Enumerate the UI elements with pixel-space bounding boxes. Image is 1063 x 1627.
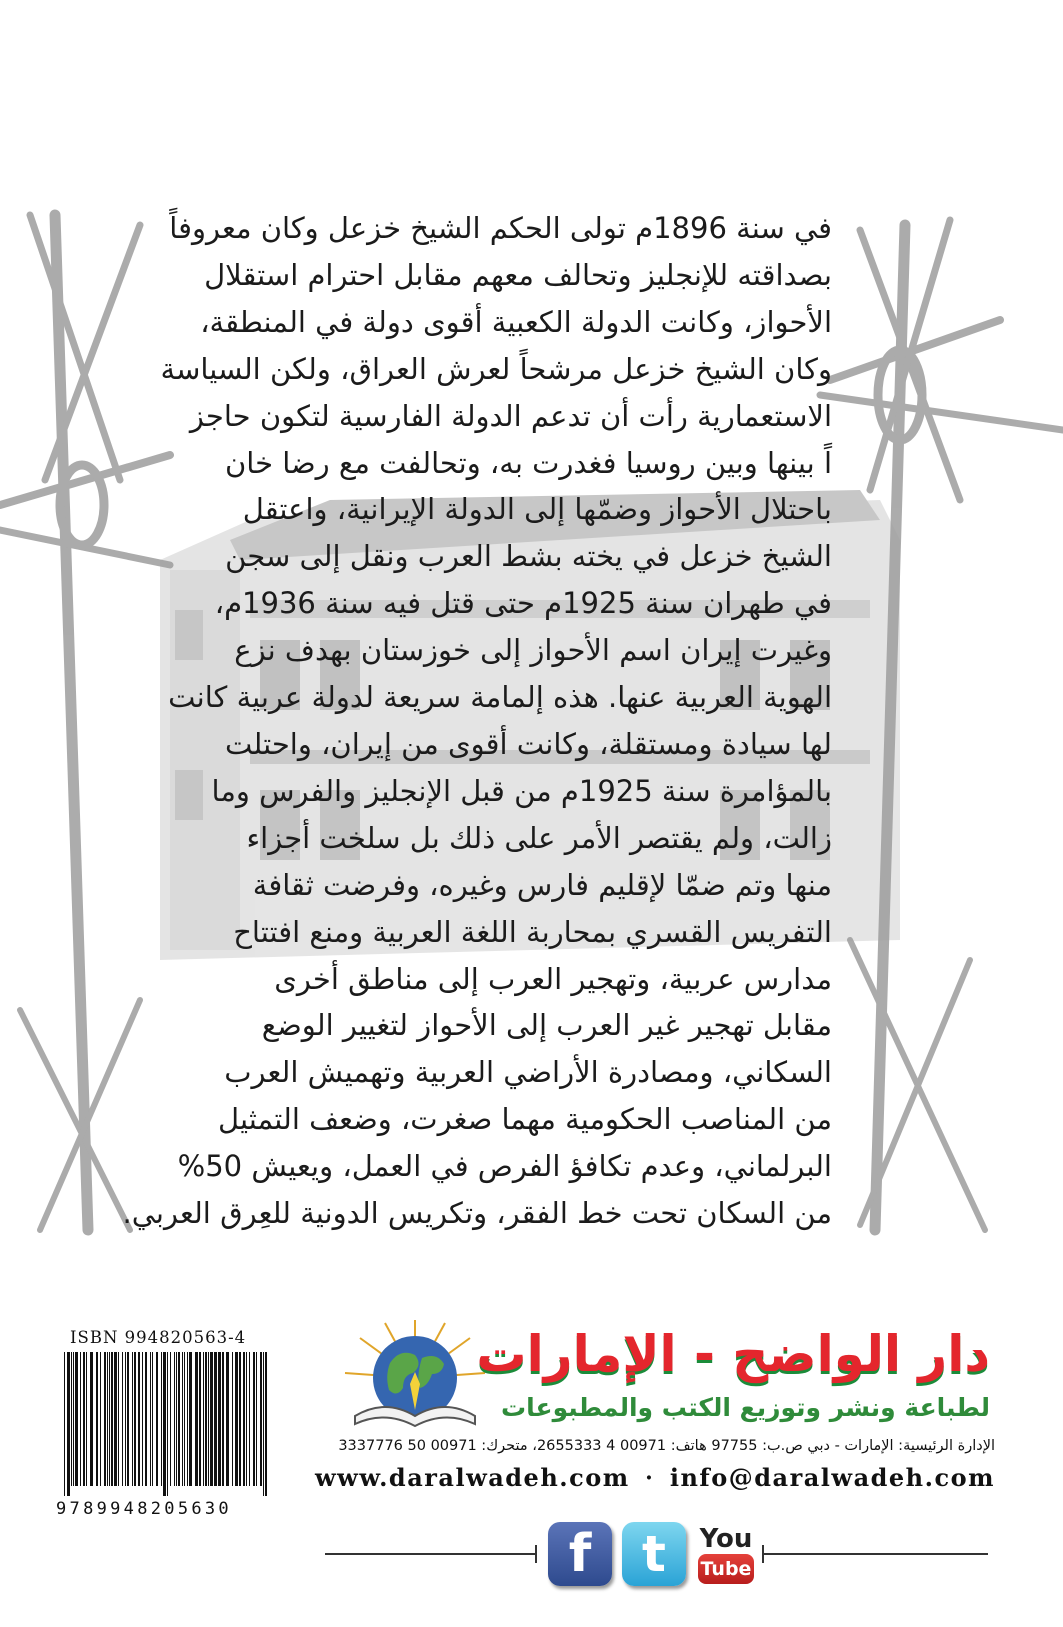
barcode-bar: [132, 1352, 133, 1486]
blurb-line: الاستعمارية رأت أن تدعم الدولة الفارسية لتكون حاجز: [189, 398, 832, 433]
barcode-bar: [249, 1352, 250, 1486]
barcode: [62, 1352, 270, 1496]
barcode-bar: [156, 1352, 158, 1486]
barcode-bar: [218, 1352, 221, 1486]
barcode-bar: [134, 1352, 136, 1486]
blurb-line: من المناصب الحكومية مهما صغرت، وضعف التمثيل: [218, 1102, 832, 1137]
youtube-you: You: [699, 1524, 753, 1554]
divider-left: [325, 1553, 535, 1555]
blurb-line: في طهران سنة 1925م حتى قتل فيه سنة 1936م،: [214, 586, 832, 621]
barcode-bar: [232, 1352, 233, 1486]
barcode-bar: [210, 1352, 213, 1486]
barcode-bar: [90, 1352, 93, 1486]
barcode-bar: [114, 1352, 117, 1486]
blurb-line: مقابل تهجير غير العرب إلى الأحواز لتغيير الوضع: [261, 1008, 832, 1043]
barcode-bar: [263, 1352, 264, 1496]
barcode-bar: [253, 1352, 255, 1486]
blurb-line: زالت، ولم يقتصر الأمر على ذلك بل سلخت أجزاء: [246, 820, 832, 855]
barcode-bar: [64, 1352, 65, 1496]
blurb-line: بالمؤامرة سنة 1925م من قبل الإنجليز والفرس وما: [211, 773, 832, 808]
barcode-bar: [203, 1352, 204, 1486]
barcode-bar: [73, 1352, 74, 1486]
barcode-bar: [195, 1352, 198, 1486]
blurb-line: الأحواز، وكانت الدولة الكعبية أقوى دولة في المنطقة،: [200, 304, 832, 339]
barcode-bar: [86, 1352, 87, 1486]
facebook-glyph: f: [568, 1524, 592, 1584]
blurb-line: مدارس عربية، وتهجير العرب إلى مناطق أخرى: [274, 961, 832, 996]
twitter-icon[interactable]: [622, 1522, 686, 1586]
contact-separator: ·: [645, 1464, 655, 1491]
barcode-bar: [208, 1352, 209, 1486]
barcode-bar: [161, 1352, 162, 1486]
barcode-bar: [150, 1352, 151, 1486]
barcode-bar: [122, 1352, 123, 1486]
barcode-bar: [67, 1352, 70, 1496]
barcode-bar: [96, 1352, 98, 1486]
barcode-bar: [199, 1352, 201, 1486]
barcode-bar: [170, 1352, 171, 1486]
barcode-bar: [260, 1352, 262, 1486]
publisher-name: دار الواضح - الإمارات: [476, 1325, 990, 1383]
barcode-bar: [176, 1352, 177, 1486]
barcode-bar: [174, 1352, 175, 1486]
barcode-bar: [83, 1352, 85, 1486]
blurb-line: منها وتم ضمّا لإقليم فارس وغيره، وفرضت ثقافة: [252, 867, 832, 902]
barcode-bar: [265, 1352, 267, 1496]
email-link[interactable]: info@daralwadeh.com: [669, 1463, 995, 1492]
barcode-bar: [80, 1352, 81, 1486]
barcode-bar: [145, 1352, 147, 1486]
blurb-line: بصداقته للإنجليز وتحالف معهم مقابل احترام استقلال: [204, 257, 832, 292]
twitter-glyph: t: [642, 1525, 666, 1583]
barcode-bar: [178, 1352, 180, 1486]
blurb-line: باحتلال الأحواز وضمّها إلى الدولة الإيرانية، واعتقل: [242, 492, 832, 527]
barcode-bar: [239, 1352, 241, 1486]
barcode-bar: [214, 1352, 217, 1486]
facebook-icon[interactable]: [548, 1522, 612, 1586]
barcode-bar: [235, 1352, 238, 1486]
publisher-address: الإدارة الرئيسية: الإمارات - دبي ص.ب: 97755 هاتف: 00971 4 2655333، متحرك: 00971 50 3337776: [338, 1438, 995, 1454]
barcode-bar: [187, 1352, 188, 1486]
blurb-line: من السكان تحت خط الفقر، وتكريس الدونية للعِرق العربي.: [122, 1196, 832, 1231]
blurb-line: وكان الشيخ خزعل مرشحاً لعرش العراق، ولكن السياسة: [160, 351, 832, 386]
blurb-line: لها سيادة ومستقلة، وكانت أقوى من إيران، واحتلت: [225, 726, 832, 761]
barcode-bar: [256, 1352, 257, 1486]
barcode-bar: [71, 1352, 72, 1486]
blurb-line: وغيرت إيران اسم الأحواز إلى خوزستان بهدف نزع: [234, 633, 832, 668]
barcode-bar: [100, 1352, 101, 1486]
barcode-bar: [104, 1352, 106, 1486]
barcode-bar: [226, 1352, 229, 1486]
barcode-bar: [118, 1352, 119, 1486]
youtube-icon[interactable]: [694, 1522, 756, 1586]
blurb-line: اً بينها وبين روسيا فغدرت به، وتحالفت مع رضا خان: [224, 445, 832, 480]
barbed-wire-left: [0, 215, 170, 1230]
barcode-bar: [152, 1352, 153, 1486]
barcode-bar: [246, 1352, 247, 1486]
blurb-line: في سنة 1896م تولى الحكم الشيخ خزعل وكان معروفاً: [169, 211, 832, 245]
blurb-line: التفريس القسري بمحاربة اللغة العربية ومنع افتتاح: [233, 914, 832, 949]
back-cover-blurb: [122, 205, 832, 1237]
barcode-bar: [243, 1352, 245, 1486]
barcode-bar: [184, 1352, 185, 1486]
barcode-bar: [182, 1352, 183, 1486]
barcode-bar: [189, 1352, 192, 1486]
youtube-tube: Tube: [698, 1554, 754, 1584]
barcode-digits: 9789948205630: [56, 1499, 232, 1519]
barcode-bar: [109, 1352, 110, 1486]
blurb-line: الهوية العربية عنها. هذه إلمامة سريعة لدولة عربية كانت: [168, 680, 832, 715]
isbn-label: ISBN 994820563-4: [70, 1328, 247, 1347]
divider-right: [763, 1553, 988, 1555]
barcode-bar: [127, 1352, 129, 1486]
barcode-bar: [163, 1352, 166, 1496]
barcode-bar: [111, 1352, 113, 1486]
publisher-tagline: لطباعة ونشر وتوزيع الكتب والمطبوعات: [500, 1393, 990, 1422]
barcode-bar: [205, 1352, 207, 1486]
barcode-bar: [75, 1352, 78, 1486]
publisher-globe-logo: [340, 1318, 490, 1440]
barcode-bar: [222, 1352, 224, 1486]
barcode-bar: [107, 1352, 108, 1486]
website-link[interactable]: www.daralwadeh.com: [315, 1463, 630, 1492]
blurb-line: السكاني، ومصادرة الأراضي العربية وتهميش العرب: [224, 1055, 832, 1090]
barcode-bar: [142, 1352, 143, 1486]
barcode-bar: [125, 1352, 126, 1486]
blurb-line: الشيخ خزعل في يخته بشط العرب ونقل إلى سجن: [225, 539, 832, 574]
barcode-bar: [167, 1352, 168, 1496]
divider-tick: [535, 1545, 537, 1563]
publisher-contact: [315, 1463, 995, 1492]
blurb-line: البرلماني، وعدم تكافؤ الفرص في العمل، ويعيش 50%: [177, 1149, 832, 1184]
barcode-bar: [138, 1352, 140, 1486]
